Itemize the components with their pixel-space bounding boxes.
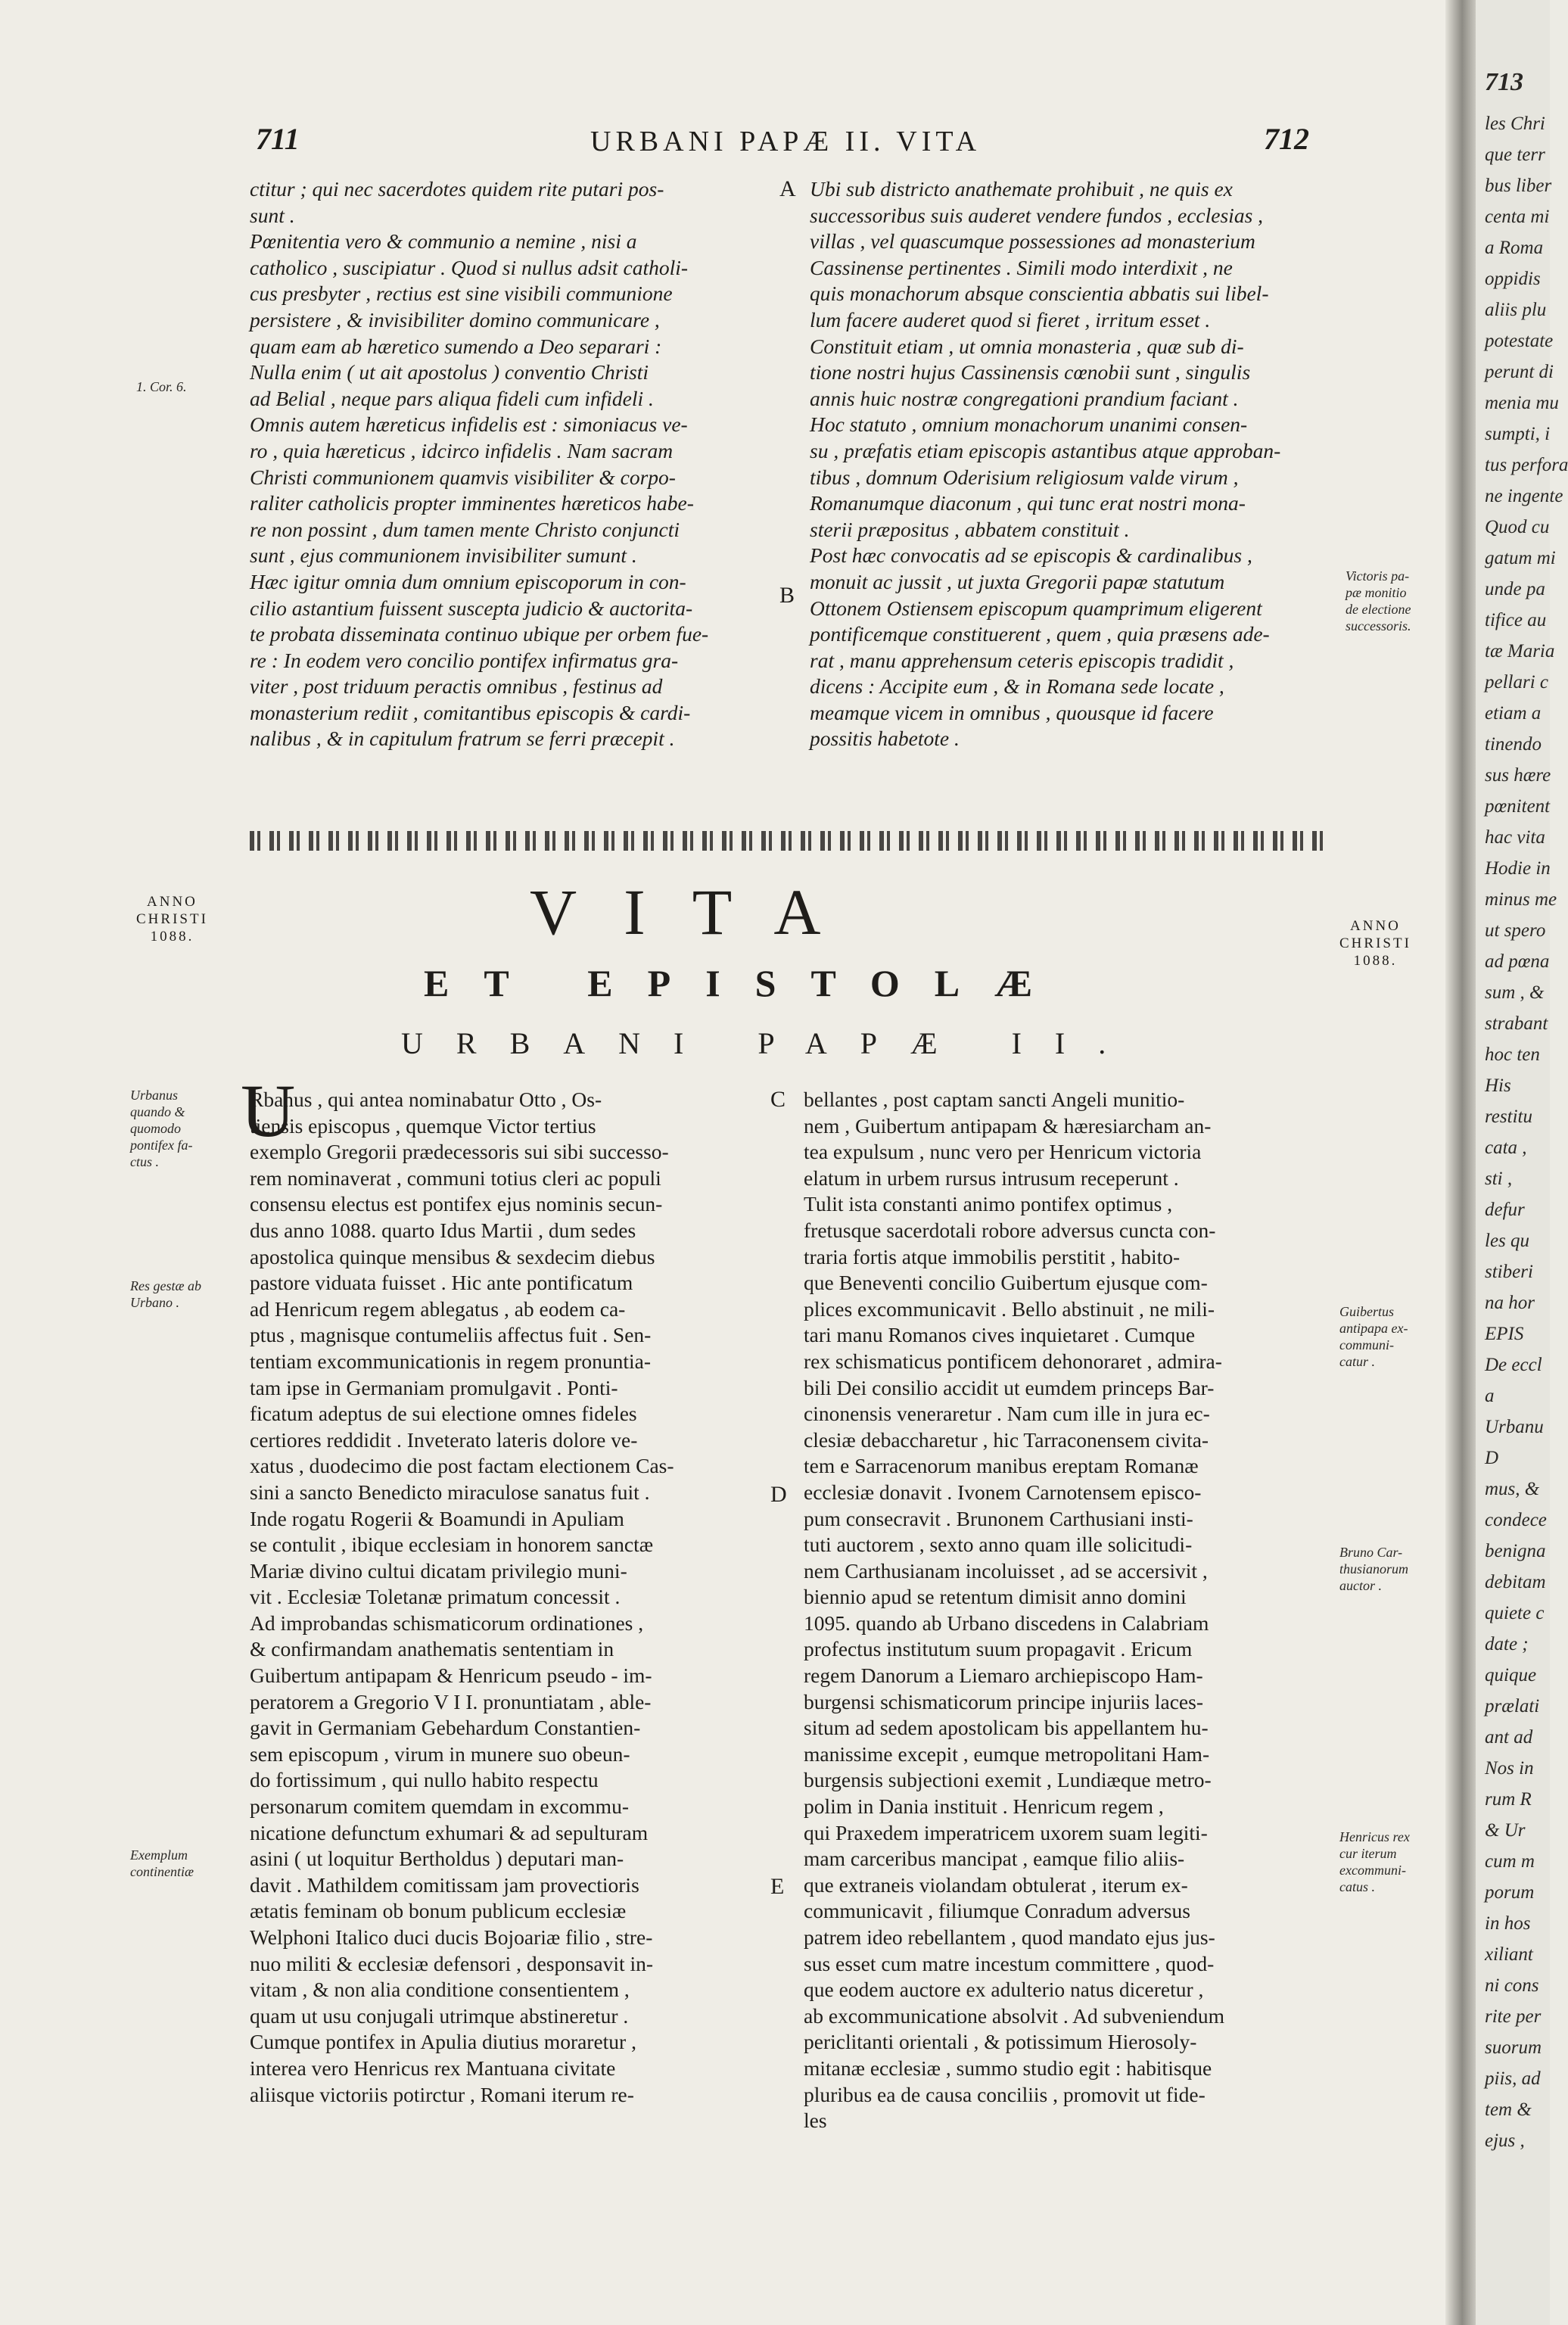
- text-line: apostolica quinque mensibus & sexdecim diebus: [250, 1244, 655, 1268]
- side-letter-d: D: [770, 1482, 787, 1507]
- text-line: catholico , suscipiatur . Quod si nullus adsit catholi-: [250, 255, 689, 279]
- anno-line: ANNO: [1350, 918, 1401, 934]
- next-page-line: His: [1485, 1075, 1511, 1096]
- next-page-strip: [1476, 0, 1568, 2325]
- text-line: Ad improbandas schismaticorum ordinationes ,: [250, 1611, 644, 1635]
- text-line: consensu electus est pontifex ejus nominis secun-: [250, 1192, 663, 1216]
- margin-note-line: Res gestæ ab: [130, 1278, 201, 1293]
- text-line: Hæc igitur omnia dum omnium episcoporum in con-: [250, 569, 686, 593]
- margin-note-line: catur .: [1339, 1354, 1375, 1369]
- text-line: patrem ideo rebellantem , quod mandato ejus jus-: [804, 1925, 1215, 1949]
- margin-note-line: thusianorum: [1339, 1561, 1409, 1576]
- text-line: quam ut usu conjugali utrimque abstineretur .: [250, 2003, 629, 2028]
- margin-note-line: Urbano .: [130, 1295, 180, 1310]
- text-line: gavit in Germaniam Gebehardum Constantien-: [250, 1716, 641, 1740]
- text-line: ro , quia hæreticus , idcirco infidelis . Nam sacram: [250, 438, 674, 462]
- text-line: plices excommunicavit . Bello abstinuit , ne mili-: [804, 1296, 1215, 1321]
- text-line: Welphoni Italico duci ducis Bojoariæ filio , stre-: [250, 1925, 653, 1949]
- text-line: cinonensis veneraretur . Nam cum ille in jura ec-: [804, 1402, 1210, 1426]
- next-page-line: stiberi: [1485, 1262, 1533, 1282]
- top-right-column: [810, 176, 1355, 752]
- text-line: se contulit , ibique ecclesiam in honorem sanctæ: [250, 1533, 654, 1557]
- text-line: 1095. quando ab Urbano discedens in Calabriam: [804, 1611, 1209, 1635]
- text-line: traria fortis atque immobilis perstitit , habito-: [804, 1244, 1181, 1268]
- text-line: quis monachorum absque conscientia abbatis sui libel-: [810, 282, 1269, 306]
- anno-line: 1088.: [150, 929, 194, 945]
- anno-christi-right: [1339, 917, 1411, 970]
- text-line: Pœnitentia vero & communio a nemine , nisi a: [250, 229, 637, 254]
- text-line: Christi communionem quamvis visibiliter & corpo-: [250, 465, 676, 489]
- ornament-rule: [250, 831, 1324, 851]
- margin-note-line: pæ monitio: [1346, 585, 1407, 600]
- text-line: annis huic nostræ congregationi prandium faciant .: [810, 386, 1239, 410]
- next-page-line: cum m: [1485, 1851, 1535, 1872]
- text-line: burgensi schismaticorum principe injuriis laces-: [804, 1689, 1203, 1713]
- text-line: cilio astantium fuissent suscepta judicio & auctorita-: [250, 596, 693, 620]
- next-page-line: piis, ad: [1485, 2068, 1541, 2089]
- text-line: clesiæ debaccharetur , hic Tarraconensem civita-: [804, 1427, 1209, 1452]
- text-line: tuti auctorem , sexto anno quam ille solicitudi-: [804, 1533, 1193, 1557]
- next-page-line: restitu: [1485, 1106, 1532, 1127]
- text-line: lum facere auderet quod si fieret , irritum esset .: [810, 307, 1211, 331]
- next-page-line: Quod cu: [1485, 517, 1550, 537]
- text-line: certiores reddidit . Inveterato lateris dolore ve-: [250, 1427, 638, 1452]
- side-letter-c: C: [770, 1087, 786, 1112]
- next-page-line: tem &: [1485, 2099, 1532, 2120]
- next-page-line: Urbanu: [1485, 1417, 1544, 1437]
- page-number-right: 712: [1264, 122, 1309, 156]
- text-line: meamque vicem in omnibus , quousque id facere: [810, 700, 1214, 724]
- text-line: ptus , magnisque contumeliis affectus fuit . Sen-: [250, 1323, 652, 1347]
- text-line: nalibus , & in capitulum fratrum se ferri præcepit .: [250, 727, 675, 751]
- text-line: Omnis autem hæreticus infidelis est : simoniacus ve-: [250, 412, 688, 437]
- next-page-line: gatum mi: [1485, 548, 1556, 568]
- text-line: que Beneventi concilio Guibertum ejusque com-: [804, 1271, 1208, 1295]
- top-left-column: [250, 176, 779, 752]
- next-page-line: potestate: [1485, 331, 1554, 351]
- margin-note-bruno: [1339, 1544, 1408, 1594]
- text-line: rex schismaticus pontificem dehonoraret , admira-: [804, 1349, 1222, 1373]
- text-line: ad Henricum regem ablegatus , ab eodem ca-: [250, 1296, 626, 1321]
- margin-note-urbanus: [130, 1087, 192, 1170]
- next-page-line: & Ur: [1485, 1820, 1526, 1841]
- text-line: davit . Mathildem comitissam jam provectioris: [250, 1872, 639, 1897]
- text-line: qui Praxedem imperatricem uxorem suam legiti-: [804, 1820, 1208, 1844]
- text-line: Post hæc convocatis ad se episcopis & cardinalibus ,: [810, 543, 1252, 568]
- text-line: nuo militi & ecclesiæ defensori , desponsavit in-: [250, 1951, 654, 1975]
- text-line: burgensis subjectioni exemit , Lundiæque metro-: [804, 1768, 1212, 1792]
- next-page-line: sus hære: [1485, 765, 1551, 786]
- next-page-line: sum , &: [1485, 982, 1545, 1003]
- next-page-line: centa mi: [1485, 207, 1550, 227]
- next-page-line: etiam a: [1485, 703, 1542, 724]
- text-line: que extraneis violandam obtulerat , iterum ex-: [804, 1872, 1188, 1897]
- next-page-line: les Chri: [1485, 114, 1545, 134]
- text-line: ficatum adeptus de sui electione omnes fideles: [250, 1402, 637, 1426]
- next-page-line: sumpti, i: [1485, 424, 1551, 444]
- text-line: peratorem a Gregorio V I I. pronuntiatam , able-: [250, 1689, 652, 1713]
- next-page-line: oppidis: [1485, 269, 1541, 289]
- next-page-line: aliis plu: [1485, 300, 1547, 320]
- anno-line: CHRISTI: [136, 911, 208, 927]
- side-letter-e: E: [770, 1874, 785, 1899]
- anno-christi-left: [136, 893, 208, 945]
- next-page-line: cata ,: [1485, 1138, 1527, 1158]
- bottom-left-column: [250, 1087, 772, 2108]
- text-line: polim in Dania instituit . Henricum regem ,: [804, 1794, 1164, 1819]
- next-page-line: hoc ten: [1485, 1044, 1540, 1065]
- next-page-line: tæ Maria: [1485, 641, 1555, 661]
- page-number-left: 711: [256, 122, 300, 156]
- text-line: ab excommunicatione absolvit . Ad subveniendum: [804, 2003, 1225, 2028]
- text-line: quam eam ab hæretico sumendo a Deo separari :: [250, 334, 662, 358]
- next-page-line: a: [1485, 1386, 1495, 1406]
- next-page-line: perunt di: [1485, 362, 1554, 382]
- margin-note-line: quando &: [130, 1104, 185, 1119]
- next-page-line: ut spero: [1485, 920, 1546, 941]
- text-line: do fortissimum , qui nullo habito respectu: [250, 1768, 599, 1792]
- text-line: tentiam excommunicationis in regem pronuntia-: [250, 1349, 651, 1373]
- next-page-line: que terr: [1485, 145, 1545, 165]
- text-line: tea expulsum , nunc vero per Henricum victoria: [804, 1140, 1202, 1164]
- margin-note-line: catus .: [1339, 1879, 1375, 1894]
- margin-note-line: auctor .: [1339, 1578, 1382, 1593]
- next-page-line: in hos: [1485, 1913, 1531, 1934]
- drop-cap: U: [241, 1069, 296, 1153]
- text-line: cus presbyter , rectius est sine visibili communione: [250, 282, 673, 306]
- text-line: dicens : Accipite eum , & in Romana sede locate ,: [810, 674, 1224, 699]
- text-line: Cumque pontifex in Apulia diutius moraretur ,: [250, 2030, 636, 2054]
- next-page-line: xiliant: [1485, 1944, 1533, 1965]
- next-page-line: minus me: [1485, 889, 1557, 910]
- text-line: sem episcopum , virum in munere suo obeun-: [250, 1741, 630, 1766]
- text-line: viter , post triduum peractis omnibus , festinus ad: [250, 674, 663, 699]
- margin-note-line: Urbanus: [130, 1088, 179, 1103]
- text-line: re : In eodem vero concilio pontifex infirmatus gra-: [250, 648, 679, 672]
- next-page-line: a Roma: [1485, 238, 1544, 258]
- next-page-line: tus perfora: [1485, 455, 1568, 475]
- text-line: manissime excepit , eumque metropolitani Ham-: [804, 1741, 1210, 1766]
- text-line: personarum comitem quemdam in excommu-: [250, 1794, 629, 1819]
- text-line: sunt , ejus communionem invisibiliter sumunt .: [250, 543, 637, 568]
- text-line: Mariæ divino cultui dicatam privilegio muni-: [250, 1558, 627, 1583]
- text-line: sterii præpositus , abbatem constituit .: [810, 517, 1130, 541]
- text-line: ecclesiæ donavit . Ivonem Carnotensem episco-: [804, 1480, 1202, 1504]
- text-line: periclitanti orientali , & potissimum Hierosoly-: [804, 2030, 1197, 2054]
- next-page-line: prælati: [1485, 1696, 1540, 1717]
- anno-line: ANNO: [147, 894, 198, 910]
- next-page-line: menia mu: [1485, 393, 1559, 413]
- text-line: Guibertum antipapam & Henricum pseudo - im-: [250, 1664, 652, 1688]
- text-line: re non possint , dum tamen mente Christo conjuncti: [250, 517, 680, 541]
- text-line: regem Danorum a Liemaro archiepiscopo Ham-: [804, 1664, 1203, 1688]
- margin-note-line: de electione: [1346, 602, 1411, 617]
- next-page-line: ejus ,: [1485, 2130, 1525, 2151]
- margin-note-line: communi-: [1339, 1337, 1394, 1352]
- title-vita: VITA: [530, 876, 868, 948]
- text-line: aliisque victoriis potirctur , Romani iterum re-: [250, 2082, 634, 2106]
- text-line: pum consecravit . Brunonem Carthusiani insti-: [804, 1506, 1193, 1530]
- text-line: Hoc statuto , omnium monachorum unanimi consen-: [810, 412, 1248, 437]
- running-head: URBANI PAPÆ II. VITA: [590, 126, 982, 157]
- text-line: profectus institutum suum propagavit . Ericum: [804, 1637, 1193, 1661]
- text-line: raliter catholicis propter imminentes hæreticos habe-: [250, 491, 694, 515]
- next-page-line: benigna: [1485, 1541, 1546, 1561]
- margin-note-res-gestae: [130, 1278, 201, 1311]
- next-page-line: ad pœna: [1485, 951, 1550, 972]
- next-page-line: suorum: [1485, 2037, 1542, 2058]
- next-page-line: tinendo: [1485, 734, 1542, 755]
- next-page-line: Hodie in: [1485, 858, 1551, 879]
- text-line: que eodem auctore ex adulterio natus diceretur ,: [804, 1978, 1204, 2002]
- next-page-line: defur: [1485, 1200, 1525, 1220]
- text-line: sus esset cum matre incestum committere , quod-: [804, 1951, 1215, 1975]
- margin-note-line: Bruno Car-: [1339, 1545, 1403, 1560]
- text-line: Constituit etiam , ut omnia monasteria , quæ sub di-: [810, 334, 1244, 358]
- text-line: Rbanus , qui antea nominabatur Otto , Os-: [250, 1088, 602, 1111]
- margin-note-line: successoris.: [1346, 618, 1411, 633]
- next-page-line: condece: [1485, 1510, 1547, 1530]
- text-line: exemplo Gregorii prædecessoris sui sibi successo-: [250, 1140, 669, 1164]
- next-page-line: sti ,: [1485, 1169, 1513, 1189]
- anno-line: 1088.: [1353, 953, 1398, 969]
- text-line: rem nominaverat , communi totius cleri ac populi: [250, 1166, 661, 1190]
- next-page-number: 713: [1485, 68, 1523, 96]
- margin-note-line: Exemplum: [130, 1847, 188, 1863]
- text-line: sunt .: [250, 203, 295, 227]
- text-line: Nulla enim ( ut ait apostolus ) conventio Christi: [250, 360, 649, 384]
- book-gutter: [1445, 0, 1476, 2325]
- next-page-line: tifice au: [1485, 610, 1547, 630]
- text-line: pontificemque constituerent , quem , quia præsens ade-: [810, 622, 1270, 646]
- margin-note-line: Guibertus: [1339, 1304, 1394, 1319]
- text-line: Ubi sub districto anathemate prohibuit , ne quis ex: [810, 177, 1233, 201]
- text-line: sini a sancto Benedicto miraculose sanatus fuit .: [250, 1480, 650, 1504]
- side-letter-b: B: [779, 583, 795, 608]
- text-line: bellantes , post captam sancti Angeli munitio-: [804, 1088, 1185, 1111]
- side-letter-a: A: [779, 176, 796, 201]
- margin-note-line: Henricus rex: [1339, 1829, 1410, 1844]
- text-line: tam ipse in Germaniam promulgavit . Ponti-: [250, 1375, 618, 1399]
- text-line: successoribus suis auderet vendere fundos , ecclesias ,: [810, 203, 1264, 227]
- text-line: nem , Guibertum antipapam & hæresiarcham an-: [804, 1113, 1212, 1138]
- margin-note-henricus: [1339, 1829, 1410, 1895]
- next-page-line: rum R: [1485, 1789, 1532, 1810]
- next-page-line: ni cons: [1485, 1975, 1539, 1996]
- text-line: Romanumque diaconum , qui tunc erat nostri mona-: [810, 491, 1246, 515]
- text-line: te probata disseminata continuo ubique per orbem fue-: [250, 622, 709, 646]
- margin-ref-cor: 1. Cor. 6.: [136, 379, 187, 394]
- next-page-line: ne ingente: [1485, 486, 1563, 506]
- text-line: pluribus ea de causa conciliis , promovit ut fide-: [804, 2082, 1206, 2106]
- text-line: interea vero Henricus rex Mantuana civitate: [250, 2056, 616, 2080]
- margin-note-line: cur iterum: [1339, 1846, 1397, 1861]
- next-page-line: D: [1485, 1448, 1499, 1468]
- text-line: rat , manu apprehensum ceteris episcopis tradidit ,: [810, 648, 1234, 672]
- text-line: xatus , duodecimo die post factam electionem Cas-: [250, 1454, 674, 1478]
- text-line: vitam , & non alia conditione consentientem ,: [250, 1978, 630, 2002]
- text-line: tione nostri hujus Cassinensis cœnobii sunt , singulis: [810, 360, 1251, 384]
- next-page-line: bus liber: [1485, 176, 1552, 196]
- text-line: Cassinense pertinentes . Simili modo interdixit , ne: [810, 255, 1233, 279]
- next-page-line: les qu: [1485, 1231, 1530, 1251]
- next-page-line: na hor: [1485, 1293, 1535, 1313]
- margin-note-victoris: [1346, 568, 1411, 634]
- next-page-line: ant ad: [1485, 1727, 1533, 1748]
- text-line: elatum in urbem rursus intrusum receperunt .: [804, 1166, 1179, 1190]
- text-line: pastore viduata fuisset . Hic ante pontificatum: [250, 1271, 633, 1295]
- anno-line: CHRISTI: [1339, 935, 1411, 951]
- margin-note-exemplum: [130, 1847, 194, 1880]
- title-urbani: URBANI PAPÆ II.: [401, 1026, 1140, 1060]
- next-page-line: De eccl: [1485, 1355, 1542, 1375]
- text-line: situm ad sedem apostolicam bis appellantem hu-: [804, 1716, 1209, 1740]
- text-line: nem Carthusianam incoluisset , ad se accersivit ,: [804, 1558, 1208, 1583]
- next-page-line: debitam: [1485, 1572, 1546, 1592]
- next-page-line: date ;: [1485, 1634, 1529, 1654]
- text-line: Ottonem Ostiensem episcopum quamprimum eligerent: [810, 596, 1262, 620]
- text-line: monuit ac jussit , ut juxta Gregorii papæ statutum: [810, 569, 1225, 593]
- text-line: asini ( ut loquitur Bertholdus ) deputari man-: [250, 1847, 624, 1871]
- text-line: tibus , domnum Oderisium religiosum valde virum ,: [810, 465, 1239, 489]
- margin-note-line: ctus .: [130, 1154, 159, 1169]
- text-line: ad Belial , neque pars aliqua fideli cum infideli .: [250, 386, 654, 410]
- text-line: Inde rogatu Rogerii & Boamundi in Apuliam: [250, 1506, 624, 1530]
- text-line: & confirmandam anathematis sententiam in: [250, 1637, 614, 1661]
- text-line: fretusque sacerdotali robore adversus cuncta con-: [804, 1218, 1216, 1242]
- text-line: persistere , & invisibiliter domino communicare ,: [250, 307, 660, 331]
- text-line: mam carceribus mancipat , eamque filio aliis-: [804, 1847, 1185, 1871]
- next-page-line: quiete c: [1485, 1603, 1545, 1623]
- margin-note-guibertus: [1339, 1303, 1408, 1370]
- next-page-line: quique: [1485, 1665, 1537, 1685]
- text-line: nicatione defunctum exhumari & ad sepulturam: [250, 1820, 649, 1844]
- margin-note-line: pontifex fa-: [130, 1138, 193, 1153]
- text-line: monasterium rediit , comitantibus episcopis & cardi-: [250, 700, 691, 724]
- text-line: bili Dei consilio accidit ut eumdem princeps Bar-: [804, 1375, 1215, 1399]
- next-page-line: Nos in: [1485, 1758, 1534, 1779]
- next-page-line: EPIS: [1485, 1324, 1524, 1344]
- next-page-line: rite per: [1485, 2006, 1542, 2027]
- next-page-line: mus, &: [1485, 1479, 1540, 1499]
- next-page-line: pœnitent: [1485, 796, 1551, 817]
- text-line: tari manu Romanos cives inquietaret . Cumque: [804, 1323, 1196, 1347]
- margin-note-line: quomodo: [130, 1121, 181, 1136]
- margin-note-line: excommuni-: [1339, 1863, 1406, 1878]
- text-line: dus anno 1088. quarto Idus Martii , dum sedes: [250, 1218, 636, 1242]
- text-line: tem e Sarracenorum manibus ereptam Romanæ: [804, 1454, 1199, 1478]
- text-line: su , præfatis etiam episcopis astantibus atque approban-: [810, 438, 1281, 462]
- next-page-line: porum: [1485, 1882, 1535, 1903]
- title-epistolae: ET EPISTOLÆ: [424, 962, 1068, 1004]
- next-page-line: pellari c: [1485, 672, 1549, 693]
- text-line: tiensis episcopus , quemque Victor tertius: [250, 1113, 596, 1138]
- text-line: mitanæ ecclesiæ , summo studio egit : habitisque: [804, 2056, 1212, 2080]
- text-line: possitis habetote .: [810, 727, 960, 751]
- next-page-line: strabant: [1485, 1013, 1548, 1034]
- text-line: vit . Ecclesiæ Toletanæ primatum concessit .: [250, 1585, 621, 1609]
- text-line: communicavit , filiumque Conradum adversus: [804, 1899, 1190, 1923]
- text-line: ætatis feminam ob bonum publicum ecclesiæ: [250, 1899, 627, 1923]
- margin-note-line: Victoris pa-: [1346, 568, 1410, 584]
- text-line: biennio apud se retentum dimisit anno domini: [804, 1585, 1187, 1609]
- text-line: Tulit ista constanti animo pontifex optimus ,: [804, 1192, 1173, 1216]
- margin-note-line: continentiæ: [130, 1864, 194, 1879]
- next-page-line: hac vita: [1485, 827, 1545, 848]
- text-line: villas , vel quascumque possessiones ad monasterium: [810, 229, 1255, 254]
- bottom-right-column: [804, 1087, 1349, 2134]
- next-page-line: unde pa: [1485, 579, 1545, 599]
- text-line: ctitur ; qui nec sacerdotes quidem rite putari pos-: [250, 177, 664, 201]
- text-line: les: [804, 2109, 827, 2133]
- margin-note-line: antipapa ex-: [1339, 1321, 1408, 1336]
